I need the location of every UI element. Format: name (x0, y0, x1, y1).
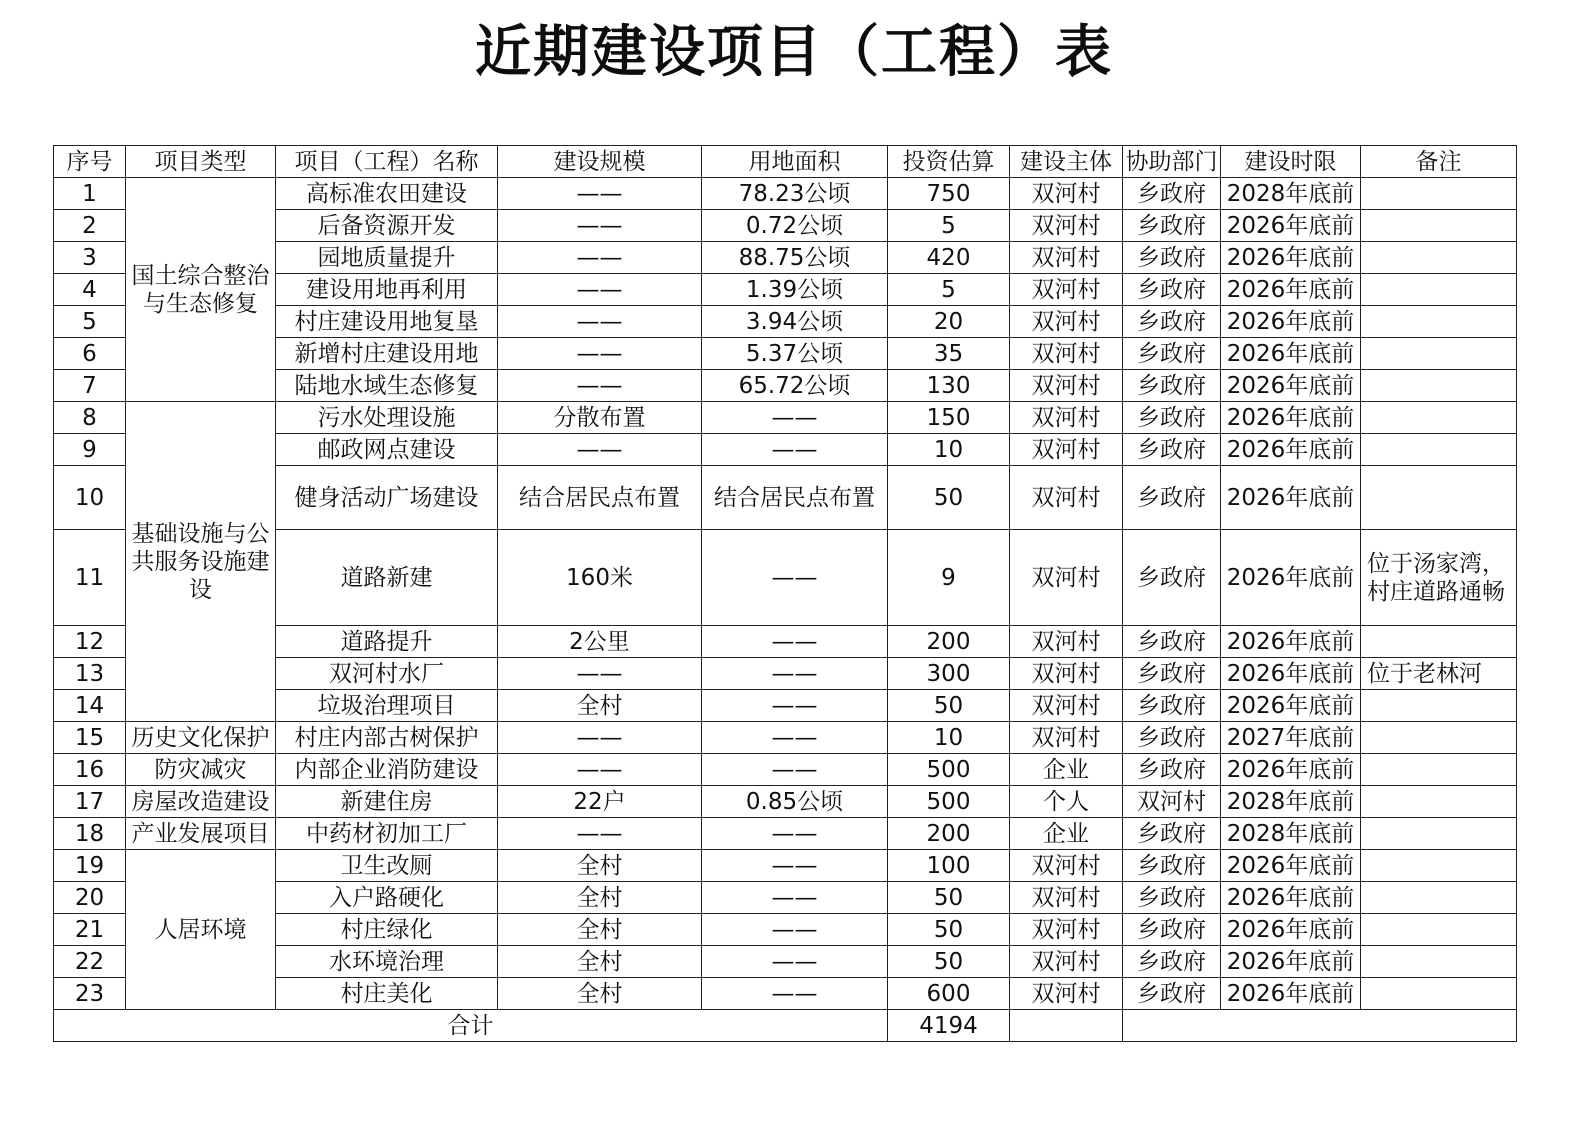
scale-cell: 160米 (498, 530, 702, 626)
assist-dept-cell: 乡政府 (1123, 434, 1221, 466)
area-cell: —— (702, 658, 888, 690)
header-cell: 项目（工程）名称 (276, 146, 498, 178)
category-cell: 产业发展项目 (126, 818, 276, 850)
investment-cell: 300 (888, 658, 1010, 690)
area-cell: 0.85公顷 (702, 786, 888, 818)
investment-cell: 600 (888, 978, 1010, 1010)
assist-dept-cell: 乡政府 (1123, 946, 1221, 978)
scale-cell: —— (498, 338, 702, 370)
assist-dept-cell: 乡政府 (1123, 914, 1221, 946)
scale-cell: —— (498, 754, 702, 786)
investment-cell: 5 (888, 274, 1010, 306)
area-cell: 65.72公顷 (702, 370, 888, 402)
project-name-cell: 村庄美化 (276, 978, 498, 1010)
deadline-cell: 2026年底前 (1221, 274, 1361, 306)
project-name-cell: 中药材初加工厂 (276, 818, 498, 850)
row-number-cell: 14 (54, 690, 126, 722)
project-table (53, 145, 1517, 1042)
assist-dept-cell: 乡政府 (1123, 530, 1221, 626)
row-number-cell: 10 (54, 466, 126, 530)
investment-cell: 150 (888, 402, 1010, 434)
deadline-cell: 2026年底前 (1221, 946, 1361, 978)
project-name-cell: 村庄内部古树保护 (276, 722, 498, 754)
assist-dept-cell: 乡政府 (1123, 690, 1221, 722)
scale-cell: 2公里 (498, 626, 702, 658)
assist-dept-cell: 乡政府 (1123, 178, 1221, 210)
row-number-cell: 6 (54, 338, 126, 370)
note-cell (1361, 370, 1517, 402)
owner-cell: 双河村 (1010, 690, 1123, 722)
note-cell (1361, 690, 1517, 722)
category-cell: 基础设施与公共服务设施建设 (126, 402, 276, 722)
row-number-cell: 7 (54, 370, 126, 402)
investment-cell: 130 (888, 370, 1010, 402)
note-cell (1361, 338, 1517, 370)
area-cell: —— (702, 818, 888, 850)
table-row (54, 786, 1517, 818)
area-cell: —— (702, 434, 888, 466)
investment-cell: 10 (888, 722, 1010, 754)
investment-cell: 35 (888, 338, 1010, 370)
area-cell: —— (702, 722, 888, 754)
scale-cell: —— (498, 306, 702, 338)
area-cell: —— (702, 914, 888, 946)
header-cell: 协助部门 (1123, 146, 1221, 178)
scale-cell: 全村 (498, 690, 702, 722)
row-number-cell: 18 (54, 818, 126, 850)
note-cell (1361, 466, 1517, 530)
header-cell: 项目类型 (126, 146, 276, 178)
assist-dept-cell: 乡政府 (1123, 338, 1221, 370)
owner-cell: 双河村 (1010, 530, 1123, 626)
assist-dept-cell: 双河村 (1123, 786, 1221, 818)
table-row (54, 754, 1517, 786)
assist-dept-cell: 乡政府 (1123, 466, 1221, 530)
owner-cell: 双河村 (1010, 658, 1123, 690)
scale-cell: 全村 (498, 978, 702, 1010)
area-cell: —— (702, 978, 888, 1010)
row-number-cell: 23 (54, 978, 126, 1010)
row-number-cell: 4 (54, 274, 126, 306)
total-empty-cell (1123, 1010, 1517, 1042)
row-number-cell: 12 (54, 626, 126, 658)
project-name-cell: 道路提升 (276, 626, 498, 658)
category-cell: 国土综合整治与生态修复 (126, 178, 276, 402)
investment-cell: 50 (888, 690, 1010, 722)
owner-cell: 双河村 (1010, 402, 1123, 434)
investment-cell: 420 (888, 242, 1010, 274)
table-row (54, 850, 1517, 882)
deadline-cell: 2028年底前 (1221, 178, 1361, 210)
scale-cell: —— (498, 818, 702, 850)
category-cell: 历史文化保护 (126, 722, 276, 754)
table-row (54, 818, 1517, 850)
scale-cell: 全村 (498, 946, 702, 978)
investment-cell: 200 (888, 626, 1010, 658)
area-cell: 1.39公顷 (702, 274, 888, 306)
header-cell: 建设时限 (1221, 146, 1361, 178)
deadline-cell: 2026年底前 (1221, 402, 1361, 434)
investment-cell: 50 (888, 882, 1010, 914)
owner-cell: 双河村 (1010, 882, 1123, 914)
row-number-cell: 20 (54, 882, 126, 914)
assist-dept-cell: 乡政府 (1123, 754, 1221, 786)
deadline-cell: 2026年底前 (1221, 338, 1361, 370)
project-name-cell: 建设用地再利用 (276, 274, 498, 306)
row-number-cell: 5 (54, 306, 126, 338)
area-cell: 0.72公顷 (702, 210, 888, 242)
scale-cell: —— (498, 274, 702, 306)
assist-dept-cell: 乡政府 (1123, 306, 1221, 338)
note-cell (1361, 402, 1517, 434)
note-cell (1361, 210, 1517, 242)
owner-cell: 双河村 (1010, 306, 1123, 338)
scale-cell: —— (498, 722, 702, 754)
note-cell (1361, 946, 1517, 978)
category-cell: 人居环境 (126, 850, 276, 1010)
deadline-cell: 2028年底前 (1221, 786, 1361, 818)
row-number-cell: 17 (54, 786, 126, 818)
project-name-cell: 垃圾治理项目 (276, 690, 498, 722)
header-cell: 建设规模 (498, 146, 702, 178)
project-name-cell: 卫生改厕 (276, 850, 498, 882)
scale-cell: 全村 (498, 914, 702, 946)
deadline-cell: 2026年底前 (1221, 434, 1361, 466)
owner-cell: 双河村 (1010, 274, 1123, 306)
investment-cell: 5 (888, 210, 1010, 242)
row-number-cell: 3 (54, 242, 126, 274)
note-cell (1361, 722, 1517, 754)
note-cell (1361, 242, 1517, 274)
scale-cell: —— (498, 370, 702, 402)
note-cell (1361, 978, 1517, 1010)
scale-cell: —— (498, 434, 702, 466)
table-row (54, 178, 1517, 210)
row-number-cell: 8 (54, 402, 126, 434)
owner-cell: 企业 (1010, 754, 1123, 786)
deadline-cell: 2026年底前 (1221, 658, 1361, 690)
project-name-cell: 陆地水域生态修复 (276, 370, 498, 402)
owner-cell: 双河村 (1010, 850, 1123, 882)
deadline-cell: 2026年底前 (1221, 466, 1361, 530)
project-name-cell: 污水处理设施 (276, 402, 498, 434)
total-label: 合计 (54, 1010, 888, 1042)
assist-dept-cell: 乡政府 (1123, 242, 1221, 274)
deadline-cell: 2026年底前 (1221, 370, 1361, 402)
scale-cell: 全村 (498, 850, 702, 882)
owner-cell: 双河村 (1010, 466, 1123, 530)
owner-cell: 双河村 (1010, 242, 1123, 274)
deadline-cell: 2027年底前 (1221, 722, 1361, 754)
row-number-cell: 1 (54, 178, 126, 210)
owner-cell: 双河村 (1010, 914, 1123, 946)
area-cell: 5.37公顷 (702, 338, 888, 370)
project-name-cell: 水环境治理 (276, 946, 498, 978)
deadline-cell: 2026年底前 (1221, 530, 1361, 626)
owner-cell: 企业 (1010, 818, 1123, 850)
note-cell (1361, 274, 1517, 306)
table-row (54, 722, 1517, 754)
owner-cell: 双河村 (1010, 370, 1123, 402)
note-cell (1361, 818, 1517, 850)
assist-dept-cell: 乡政府 (1123, 850, 1221, 882)
area-cell: —— (702, 850, 888, 882)
area-cell: —— (702, 690, 888, 722)
owner-cell: 双河村 (1010, 178, 1123, 210)
investment-cell: 50 (888, 946, 1010, 978)
table-body (54, 178, 1517, 1042)
assist-dept-cell: 乡政府 (1123, 274, 1221, 306)
assist-dept-cell: 乡政府 (1123, 402, 1221, 434)
project-name-cell: 健身活动广场建设 (276, 466, 498, 530)
area-cell: 88.75公顷 (702, 242, 888, 274)
header-cell: 序号 (54, 146, 126, 178)
project-name-cell: 高标准农田建设 (276, 178, 498, 210)
total-empty-cell (1010, 1010, 1123, 1042)
deadline-cell: 2026年底前 (1221, 690, 1361, 722)
owner-cell: 双河村 (1010, 946, 1123, 978)
area-cell: —— (702, 882, 888, 914)
assist-dept-cell: 乡政府 (1123, 722, 1221, 754)
scale-cell: 22户 (498, 786, 702, 818)
project-name-cell: 道路新建 (276, 530, 498, 626)
category-cell: 房屋改造建设 (126, 786, 276, 818)
page-title: 近期建设项目（工程）表 (475, 20, 1113, 85)
header-cell: 用地面积 (702, 146, 888, 178)
investment-cell: 10 (888, 434, 1010, 466)
header-cell: 备注 (1361, 146, 1517, 178)
row-number-cell: 2 (54, 210, 126, 242)
project-name-cell: 园地质量提升 (276, 242, 498, 274)
row-number-cell: 19 (54, 850, 126, 882)
deadline-cell: 2028年底前 (1221, 818, 1361, 850)
project-name-cell: 村庄绿化 (276, 914, 498, 946)
investment-cell: 100 (888, 850, 1010, 882)
assist-dept-cell: 乡政府 (1123, 882, 1221, 914)
scale-cell: 分散布置 (498, 402, 702, 434)
area-cell: —— (702, 946, 888, 978)
owner-cell: 双河村 (1010, 722, 1123, 754)
deadline-cell: 2026年底前 (1221, 978, 1361, 1010)
total-investment: 4194 (888, 1010, 1010, 1042)
area-cell: —— (702, 402, 888, 434)
note-cell (1361, 786, 1517, 818)
note-cell (1361, 882, 1517, 914)
scale-cell: —— (498, 658, 702, 690)
owner-cell: 双河村 (1010, 978, 1123, 1010)
scale-cell: —— (498, 242, 702, 274)
row-number-cell: 21 (54, 914, 126, 946)
row-number-cell: 16 (54, 754, 126, 786)
scale-cell: 结合居民点布置 (498, 466, 702, 530)
scale-cell: —— (498, 210, 702, 242)
note-cell (1361, 434, 1517, 466)
investment-cell: 500 (888, 786, 1010, 818)
deadline-cell: 2026年底前 (1221, 850, 1361, 882)
row-number-cell: 15 (54, 722, 126, 754)
scale-cell: —— (498, 178, 702, 210)
note-cell: 位于汤家湾，村庄道路通畅 (1361, 530, 1517, 626)
owner-cell: 双河村 (1010, 626, 1123, 658)
assist-dept-cell: 乡政府 (1123, 978, 1221, 1010)
deadline-cell: 2026年底前 (1221, 306, 1361, 338)
area-cell: 3.94公顷 (702, 306, 888, 338)
header-cell: 投资估算 (888, 146, 1010, 178)
area-cell: 78.23公顷 (702, 178, 888, 210)
investment-cell: 50 (888, 466, 1010, 530)
investment-cell: 750 (888, 178, 1010, 210)
deadline-cell: 2026年底前 (1221, 242, 1361, 274)
owner-cell: 双河村 (1010, 210, 1123, 242)
assist-dept-cell: 乡政府 (1123, 370, 1221, 402)
note-cell: 位于老林河 (1361, 658, 1517, 690)
assist-dept-cell: 乡政府 (1123, 658, 1221, 690)
deadline-cell: 2026年底前 (1221, 210, 1361, 242)
note-cell (1361, 914, 1517, 946)
area-cell: 结合居民点布置 (702, 466, 888, 530)
note-cell (1361, 626, 1517, 658)
investment-cell: 200 (888, 818, 1010, 850)
project-name-cell: 新建住房 (276, 786, 498, 818)
deadline-cell: 2026年底前 (1221, 754, 1361, 786)
investment-cell: 50 (888, 914, 1010, 946)
owner-cell: 双河村 (1010, 434, 1123, 466)
investment-cell: 9 (888, 530, 1010, 626)
category-cell: 防灾减灾 (126, 754, 276, 786)
total-row (54, 1010, 1517, 1042)
area-cell: —— (702, 626, 888, 658)
deadline-cell: 2026年底前 (1221, 914, 1361, 946)
owner-cell: 个人 (1010, 786, 1123, 818)
note-cell (1361, 306, 1517, 338)
scale-cell: 全村 (498, 882, 702, 914)
assist-dept-cell: 乡政府 (1123, 818, 1221, 850)
project-name-cell: 内部企业消防建设 (276, 754, 498, 786)
row-number-cell: 22 (54, 946, 126, 978)
note-cell (1361, 754, 1517, 786)
project-name-cell: 村庄建设用地复垦 (276, 306, 498, 338)
assist-dept-cell: 乡政府 (1123, 626, 1221, 658)
header-cell: 建设主体 (1010, 146, 1123, 178)
deadline-cell: 2026年底前 (1221, 626, 1361, 658)
area-cell: —— (702, 530, 888, 626)
note-cell (1361, 178, 1517, 210)
investment-cell: 500 (888, 754, 1010, 786)
project-name-cell: 新增村庄建设用地 (276, 338, 498, 370)
area-cell: —— (702, 754, 888, 786)
project-name-cell: 双河村水厂 (276, 658, 498, 690)
deadline-cell: 2026年底前 (1221, 882, 1361, 914)
header-row (54, 146, 1517, 178)
project-name-cell: 邮政网点建设 (276, 434, 498, 466)
assist-dept-cell: 乡政府 (1123, 210, 1221, 242)
row-number-cell: 13 (54, 658, 126, 690)
table-row (54, 402, 1517, 434)
owner-cell: 双河村 (1010, 338, 1123, 370)
note-cell (1361, 850, 1517, 882)
project-name-cell: 入户路硬化 (276, 882, 498, 914)
project-name-cell: 后备资源开发 (276, 210, 498, 242)
investment-cell: 20 (888, 306, 1010, 338)
row-number-cell: 9 (54, 434, 126, 466)
row-number-cell: 11 (54, 530, 126, 626)
